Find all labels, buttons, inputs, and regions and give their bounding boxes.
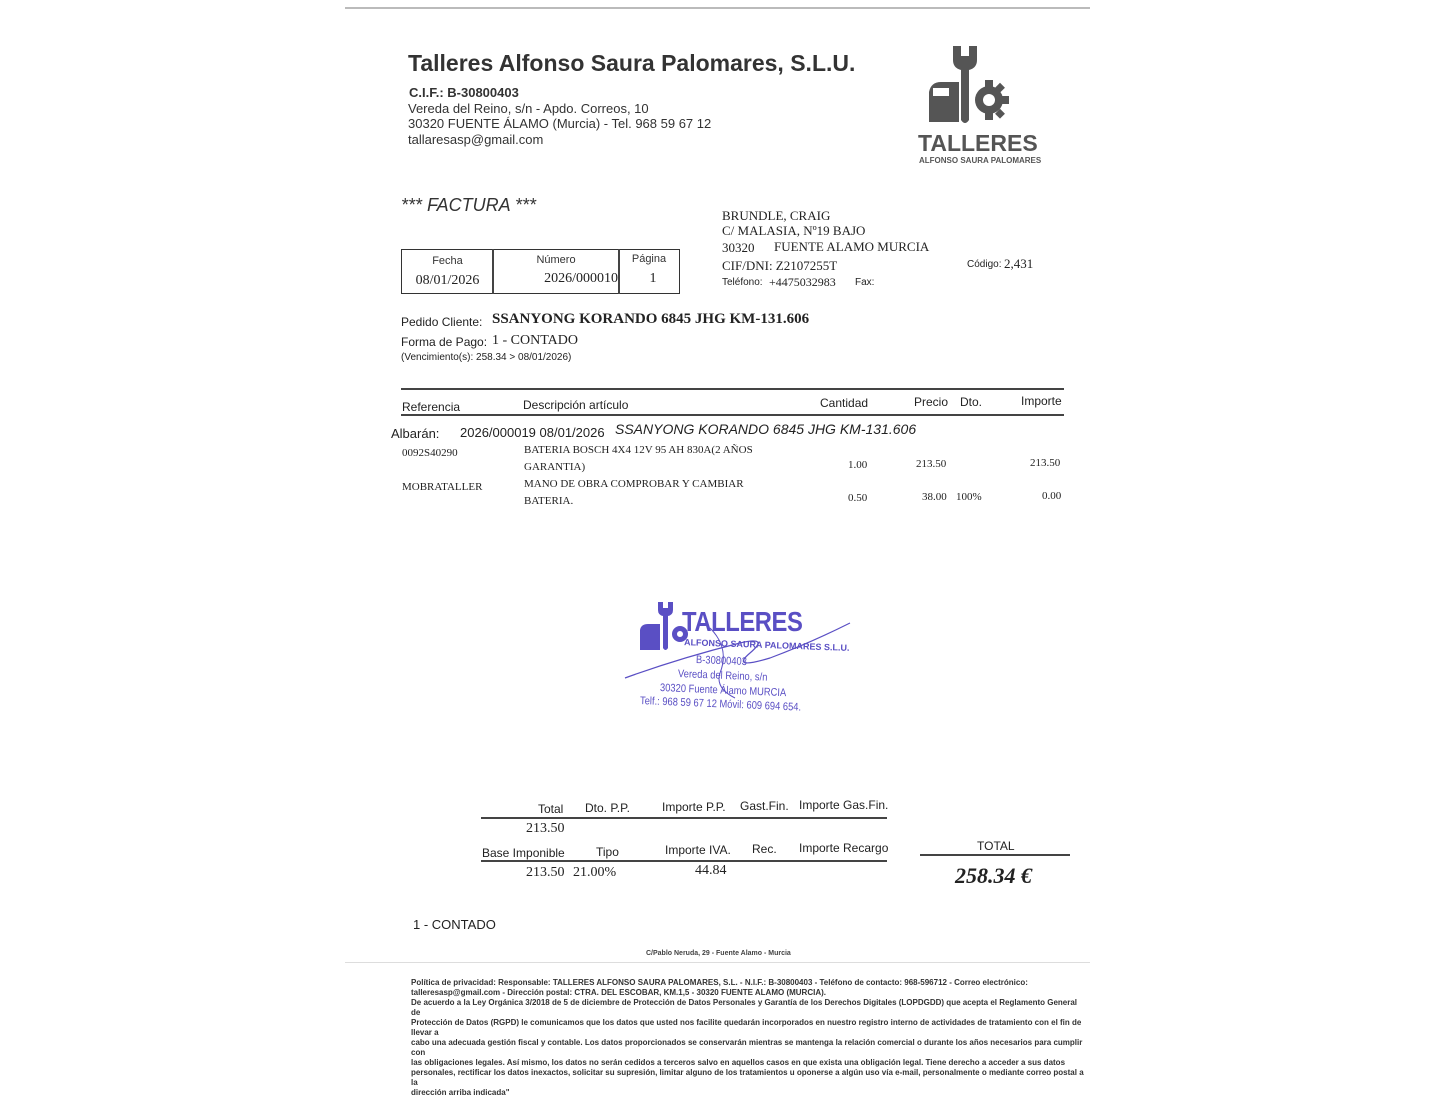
company-name: Talleres Alfonso Saura Palomares, S.L.U. [408,50,856,76]
row-importe: 0.00 [1042,490,1062,502]
privacy-line: De acuerdo a la Ley Orgánica 3/2018 de 5 de diciembre de Protección de Datos Personales y Garantía de los Derechos Digitales (LOPDGDD) que acepta el Reglamento General de [411,998,1078,1017]
table-top-rule [401,388,1064,390]
company-email: tallaresasp@gmail.com [408,132,544,147]
totals-total-value: 213.50 [526,821,565,836]
row-precio: 213.50 [916,458,947,470]
customer-codigo-label: Código: [967,259,1002,270]
document-title: *** FACTURA *** [401,195,537,215]
privacy-line: Política de privacidad: Responsable: TALLERES ALFONSO SAURA PALOMARES, S.L. - N.I.F.: B-30800403 - Teléfono de contacto: 968-596712 - Correo electrónico: [411,978,1028,987]
albaran-description: SSANYONG KORANDO 6845 JHG KM-131.606 [615,421,917,437]
row-desc-line1: MANO DE OBRA COMPROBAR Y CAMBIAR [524,478,744,490]
customer-phone: +4475032983 [769,275,836,289]
totals-tipo-value: 21.00% [573,865,617,880]
customer-street: C/ MALASIA, Nº19 BAJO [722,223,866,238]
customer-phone-label: Teléfono: [722,277,763,288]
customer-name: BRUNDLE, CRAIG [722,208,831,223]
totals-tipo-label: Tipo [596,845,619,859]
privacy-line: dirección arriba indicada" [411,1088,510,1097]
grand-total-rule [920,854,1070,856]
stamp-phone: Telf.: 968 59 67 12 Móvil: 609 694 654. [639,695,802,714]
pedido-label: Pedido Cliente: [401,315,483,329]
row-ref: MOBRATALLER [402,481,483,493]
numero-value: 2026/000010 [544,271,618,286]
totals-gast-fin-label: Gast.Fin. [740,799,789,813]
totals-importe-pp-label: Importe P.P. [662,800,726,814]
totals-total-label: Total [538,802,564,816]
pagina-label: Página [631,253,667,265]
customer-codigo: 2,431 [1004,256,1034,271]
totals-importe-gast-label: Importe Gas.Fin. [799,798,889,812]
privacy-line: cabo una adecuada gestión fiscal y contable. Los datos proporcionados se conservarán mientras se mantenga la relación comercial o durante los años necesarios para cumplir con [411,1038,1083,1057]
footer-payment: 1 - CONTADO [413,917,496,932]
wrench-gear-icon [915,42,1030,132]
row-desc-line2: BATERIA. [524,495,574,507]
pedido-value: SSANYONG KORANDO 6845 JHG KM-131.606 [492,311,810,327]
albaran-label: Albarán: [391,426,440,441]
stamp-address: Vereda del Reino, s/n [677,668,768,684]
row-desc-line2: GARANTIA) [524,461,586,473]
customer-cp: 30320 [722,240,755,255]
company-cif: C.I.F.: B-30800403 [409,85,519,100]
stamp-city: 30320 Fuente Álamo MURCIA [659,682,787,700]
pago-label: Forma de Pago: [401,335,488,349]
row-ref: 0092S40290 [402,447,458,459]
row-cantidad: 0.50 [848,492,868,504]
totals-dto-pp-label: Dto. P.P. [585,801,630,815]
privacy-line: talleresasp@gmail.com - Dirección postal: CTRA. DEL ESCOBAR, KM.1,5 - 30320 FUENTE ALAMO (MURCIA). [411,988,826,997]
footer-address: C/Pablo Neruda, 29 - Fuente Alamo - Murcia [646,950,791,957]
grand-total-value: 258.34 € [955,863,1032,888]
row-cantidad: 1.00 [848,459,868,471]
stamp-cif: B-30800403 [695,654,748,669]
row-precio: 38.00 [922,491,947,503]
totals-rec-label: Rec. [752,842,777,856]
stamp-sub: ALFONSO SAURA PALOMARES S.L.U. [683,637,850,653]
company-address2: 30320 FUENTE ÁLAMO (Murcia) - Tel. 968 59 67 12 [408,116,712,131]
customer-dni: CIF/DNI: Z2107255T [722,258,838,273]
totals-rule-2 [481,860,887,862]
company-stamp [620,598,860,713]
privacy-line: personales, rectificar los datos inexactos, solicitar su supresión, limitar alguno de los tratamientos u oponerse a algún uso vía e-mail, personalmente o mediante correo postal a la [411,1068,1084,1087]
stamp-word: TALLERES [682,606,803,637]
col-importe: Importe [1021,394,1062,408]
customer-city: FUENTE ALAMO MURCIA [774,239,930,254]
albaran-number: 2026/000019 08/01/2026 [460,425,605,440]
col-cantidad: Cantidad [820,396,869,410]
row-importe: 213.50 [1030,457,1061,469]
fecha-label: Fecha [432,255,463,267]
col-referencia: Referencia [402,400,461,414]
col-precio: Precio [914,395,949,409]
fecha-value: 08/01/2026 [415,273,480,288]
privacy-policy [411,978,1086,1098]
privacy-line: Protección de Datos (RGPD) le comunicamos que los datos que usted nos facilite quedarán incorporados en nuestro registro interno de actividades de tratamiento con el fin de llevar a [411,1018,1082,1037]
footer-rule [345,962,1090,963]
logo-word: TALLERES [918,130,1038,156]
totals-iva-label: Importe IVA. [665,843,731,857]
totals-recargo-label: Importe Recargo [799,841,889,855]
totals-base-value: 213.50 [526,865,565,880]
col-descripcion: Descripción artículo [523,398,629,412]
pago-value: 1 - CONTADO [492,333,578,348]
numero-label: Número [536,254,576,266]
customer-fax-label: Fax: [855,277,875,288]
top-rule [345,7,1090,9]
pagina-value: 1 [649,271,657,286]
signature-icon [620,598,860,713]
col-dto: Dto. [960,395,983,409]
totals-base-label: Base Imponible [482,846,565,860]
row-desc-line1: BATERIA BOSCH 4X4 12V 95 AH 830A(2 AÑOS [524,444,753,456]
grand-total-label: TOTAL [977,839,1015,853]
row-dto: 100% [956,491,982,503]
company-logo [915,42,1042,172]
vencimiento: (Vencimiento(s): 258.34 > 08/01/2026) [401,352,572,363]
table-header-rule [401,414,1064,416]
totals-iva-value: 44.84 [695,863,727,878]
privacy-line: las obligaciones legales. Así mismo, los datos no serán cedidos a terceros salvo en aquellos casos en que exista una obligación legal. Tiene derecho a acceder a sus datos [411,1058,1066,1067]
totals-rule-1 [481,817,887,819]
logo-sub: ALFONSO SAURA PALOMARES [919,156,1042,165]
company-address1: Vereda del Reino, s/n - Apdo. Correos, 10 [408,101,649,116]
